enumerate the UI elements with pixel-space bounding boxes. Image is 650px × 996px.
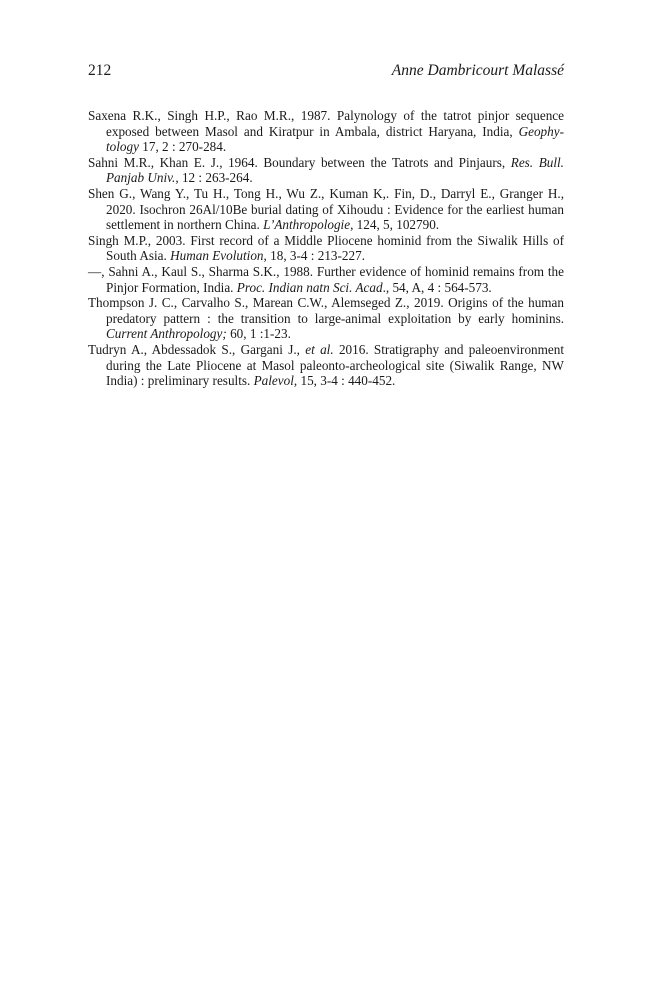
reference-entry xyxy=(88,108,564,155)
reference-entry xyxy=(88,155,564,186)
reference-journal: L’Anthropologie xyxy=(263,217,351,233)
page-number: 212 xyxy=(88,62,112,79)
reference-entry xyxy=(88,186,564,233)
reference-text: Saxena R.K., Singh H.P., Rao M.R., 1987. Palynology of the tatrot pinjor sequence exposed between Masol and Kiratpur in Ambala, district Haryana, India, xyxy=(88,108,564,139)
running-head: Anne Dambricourt Malassé xyxy=(391,62,564,79)
reference-journal: Geophytology xyxy=(106,123,564,155)
reference-entry xyxy=(88,342,564,389)
reference-text: Sahni M.R., Khan E. J., 1964. Boundary between the Tatrots and Pinjaurs, xyxy=(88,154,511,170)
reference-text: 2016. Stratigraphy and paleoenvironment during the Late Pliocene at Masol paleonto-archeological site (Siwalik Range, NW India) : preliminary results. xyxy=(106,341,564,389)
reference-et-al: et al. xyxy=(305,341,334,357)
reference-text: Tudryn A., Abdessadok S., Gargani J., xyxy=(88,341,306,357)
reference-entry xyxy=(88,264,564,295)
reference-list xyxy=(88,108,564,389)
page-header xyxy=(88,62,564,82)
reference-journal: Current Anthropology; xyxy=(106,326,227,342)
reference-text: , 12 : 263-264. xyxy=(175,170,253,186)
reference-text: Singh M.P., 2003. First record of a Middle Pliocene hominid from the Siwalik Hills of South Asia. xyxy=(88,232,564,264)
reference-text: Shen G., Wang Y., Tu H., Tong H., Wu Z., Kuman K,. Fin, D., Darryl E., Granger H., 2020. Isochron 26Al/10Be burial dating of Xihoudu : Evidence for the earliest human settlement in northern China. xyxy=(88,185,564,233)
reference-text: Thompson J. C., Carvalho S., Marean C.W., Alemseged Z., 2019. Origins of the human predatory pattern : the transition to large-animal exploitation by early hominins. xyxy=(88,295,564,326)
reference-text: , 124, 5, 102790. xyxy=(350,217,440,233)
reference-entry xyxy=(88,295,564,342)
reference-journal: Palevol xyxy=(253,373,294,389)
reference-text: 17, 2 : 270-284. xyxy=(138,139,227,155)
reference-text: ., 54, A, 4 : 564-573. xyxy=(382,279,492,295)
reference-journal: Res. Bull. Panjab Univ. xyxy=(106,154,564,186)
reference-text: 60, 1 :1-23. xyxy=(226,326,291,342)
reference-text: —, Sahni A., Kaul S., Sharma S.K., 1988. Further evidence of hominid remains from the Pinjor Formation, India. xyxy=(88,263,564,295)
reference-text: , 15, 3-4 : 440-452. xyxy=(293,373,396,389)
reference-journal: Human Evolution xyxy=(170,248,264,264)
reference-journal: Proc. Indian natn Sci. Acad xyxy=(236,279,383,295)
reference-entry xyxy=(88,233,564,264)
reference-text: , 18, 3-4 : 213-227. xyxy=(263,248,365,264)
